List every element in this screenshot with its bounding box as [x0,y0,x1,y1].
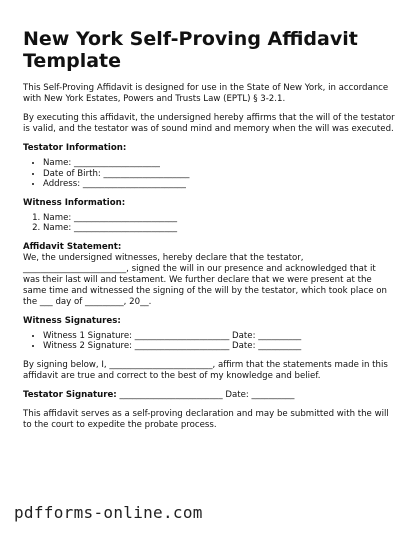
footer-watermark: pdfforms-online.com [14,503,203,522]
testator-signature-line [23,390,395,401]
witness-info-list [23,213,395,234]
testator-address-item: • Address: ________________________ [43,179,395,190]
affidavit-statement-heading: Affidavit Statement: [23,241,122,252]
witness-1-signature-item: • Witness 1 Signature: ______________________ Date: __________ [43,331,395,342]
witness-2-signature-item: • Witness 2 Signature: ______________________ Date: __________ [43,341,395,352]
signing-statement: By signing below, I, ________________________, affirm that the statements made in this affidavit are true and correct to the best of my knowledge and belief. [23,359,388,381]
testator-signature-blank: ________________________ Date: __________ [119,389,295,400]
witness-signatures-list [23,331,395,352]
affidavit-statement-body: We, the undersigned witnesses, hereby declare that the testator, ________________________, signed the will in our presence and acknowledged that it was their last will and testament. We further declare that we were present at the same time and witnessed the signing of the will by the testator, which took place on the ___ day of _________, 20__. [23,252,387,307]
witness-name-item: 1. Name: ________________________ [43,213,395,224]
title-line-1: New York Self-Proving Affidavit [23,28,358,50]
intro-paragraph: This Self-Proving Affidavit is designed for use in the State of New York, in accordance with New York Estates, Powers and Trusts Law (EPTL) § 3-2.1. [23,83,389,104]
testator-name-item: • Name: ____________________ [43,158,395,169]
testator-dob-item: • Date of Birth: ____________________ [43,169,395,180]
title-line-2: Template [23,50,122,72]
witness-info-heading: Witness Information: [23,197,126,208]
testator-signature-label: Testator Signature: [23,389,117,400]
affirmation-paragraph: By executing this affidavit, the undersigned hereby affirms that the will of the testator is valid, and the testator was of sound mind and memory when the will was executed. [23,113,395,134]
document-page [23,28,395,439]
witness-signatures-heading: Witness Signatures: [23,315,121,326]
document-title [23,28,395,72]
testator-info-heading: Testator Information: [23,143,127,153]
witness-name-item: 2. Name: ________________________ [43,223,395,234]
testator-info-list [23,158,395,190]
closing-paragraph: This affidavit serves as a self-proving declaration and may be submitted with the will to the court to expedite the probate process. [23,408,389,430]
